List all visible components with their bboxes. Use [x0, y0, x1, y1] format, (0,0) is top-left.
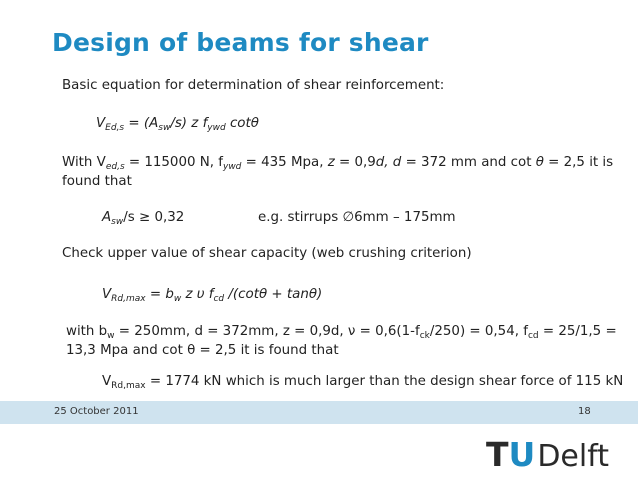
eq2-a-sub: sw	[111, 217, 124, 227]
equation-shear-reinforcement	[96, 114, 259, 134]
footer-date: 25 October 2011	[54, 406, 139, 417]
intro-text: Basic equation for determination of shear reinforcement:	[62, 78, 445, 93]
logo-delft: Delft	[537, 439, 610, 474]
tudelft-logo	[486, 435, 610, 474]
eq4-v: V	[102, 374, 112, 389]
eq1-mid: = (A	[124, 116, 159, 131]
eq4-v-sub: Rd,max	[111, 381, 146, 391]
eq2-a: A	[102, 210, 112, 225]
check-upper-value-text: Check upper value of shear capacity (web crushing criterion)	[62, 246, 472, 261]
stirrups-example: e.g. stirrups ∅6mm – 175mm	[258, 210, 456, 225]
eq1-a-sub: sw	[158, 123, 171, 133]
eq3-p2: z υ f	[181, 287, 214, 302]
para2-p1: with b	[66, 324, 108, 339]
para2-s2: ck	[419, 331, 430, 341]
eq1-v-sub: Ed,s	[105, 123, 125, 133]
para1-d: d, d	[375, 155, 402, 170]
eq4-rest: = 1774 kN which is much larger than the design shear force of 115 kN	[145, 374, 624, 389]
para2-s1: w	[107, 331, 115, 341]
para2-s3: cd	[527, 331, 539, 341]
eq3-p3: /(cotθ + tanθ)	[224, 287, 323, 302]
eq3-w-sub: w	[173, 294, 182, 304]
eq3-p1: = b	[145, 287, 174, 302]
result-asw	[102, 208, 184, 228]
para1-p3: = 435 Mpa,	[241, 155, 328, 170]
eq3-v-sub: Rd,max	[111, 294, 146, 304]
equation-vrdmax	[102, 285, 322, 305]
given-values-line2: found that	[62, 174, 132, 189]
logo-t: T	[486, 435, 509, 474]
para1-theta: θ	[535, 155, 544, 170]
result-vrdmax	[102, 372, 623, 392]
para1-p6: = 2,5 it is	[543, 155, 614, 170]
eq3-v: V	[102, 287, 112, 302]
eq1-rest: /s) z f	[170, 116, 208, 131]
params-line2: 13,3 Mpa and cot θ = 2,5 it is found that	[66, 343, 339, 358]
page-number: 18	[578, 406, 591, 417]
eq3-cd-sub: cd	[213, 294, 225, 304]
params-line1	[66, 322, 617, 342]
logo-u: U	[508, 435, 536, 474]
para2-p4: = 25/1,5 =	[538, 324, 617, 339]
para2-p2: = 250mm, d = 372mm, z = 0,9d, ν = 0,6(1-f	[114, 324, 420, 339]
eq1-end: cotθ	[225, 116, 259, 131]
given-values-line1	[62, 153, 613, 173]
para1-p5: = 372 mm and cot	[401, 155, 536, 170]
para1-p2: = 115000 N, f	[124, 155, 223, 170]
para1-s1: ed,s	[105, 162, 125, 172]
para1-p1: With V	[62, 155, 106, 170]
para1-z: z	[327, 155, 335, 170]
eq1-v: V	[96, 116, 106, 131]
para2-p3: /250) = 0,54, f	[429, 324, 528, 339]
para1-s2: ywd	[223, 162, 242, 172]
eq1-f-sub: ywd	[207, 123, 226, 133]
eq2-rest: /s ≥ 0,32	[123, 210, 185, 225]
para1-p4: = 0,9	[334, 155, 376, 170]
slide-title: Design of beams for shear	[52, 28, 429, 57]
